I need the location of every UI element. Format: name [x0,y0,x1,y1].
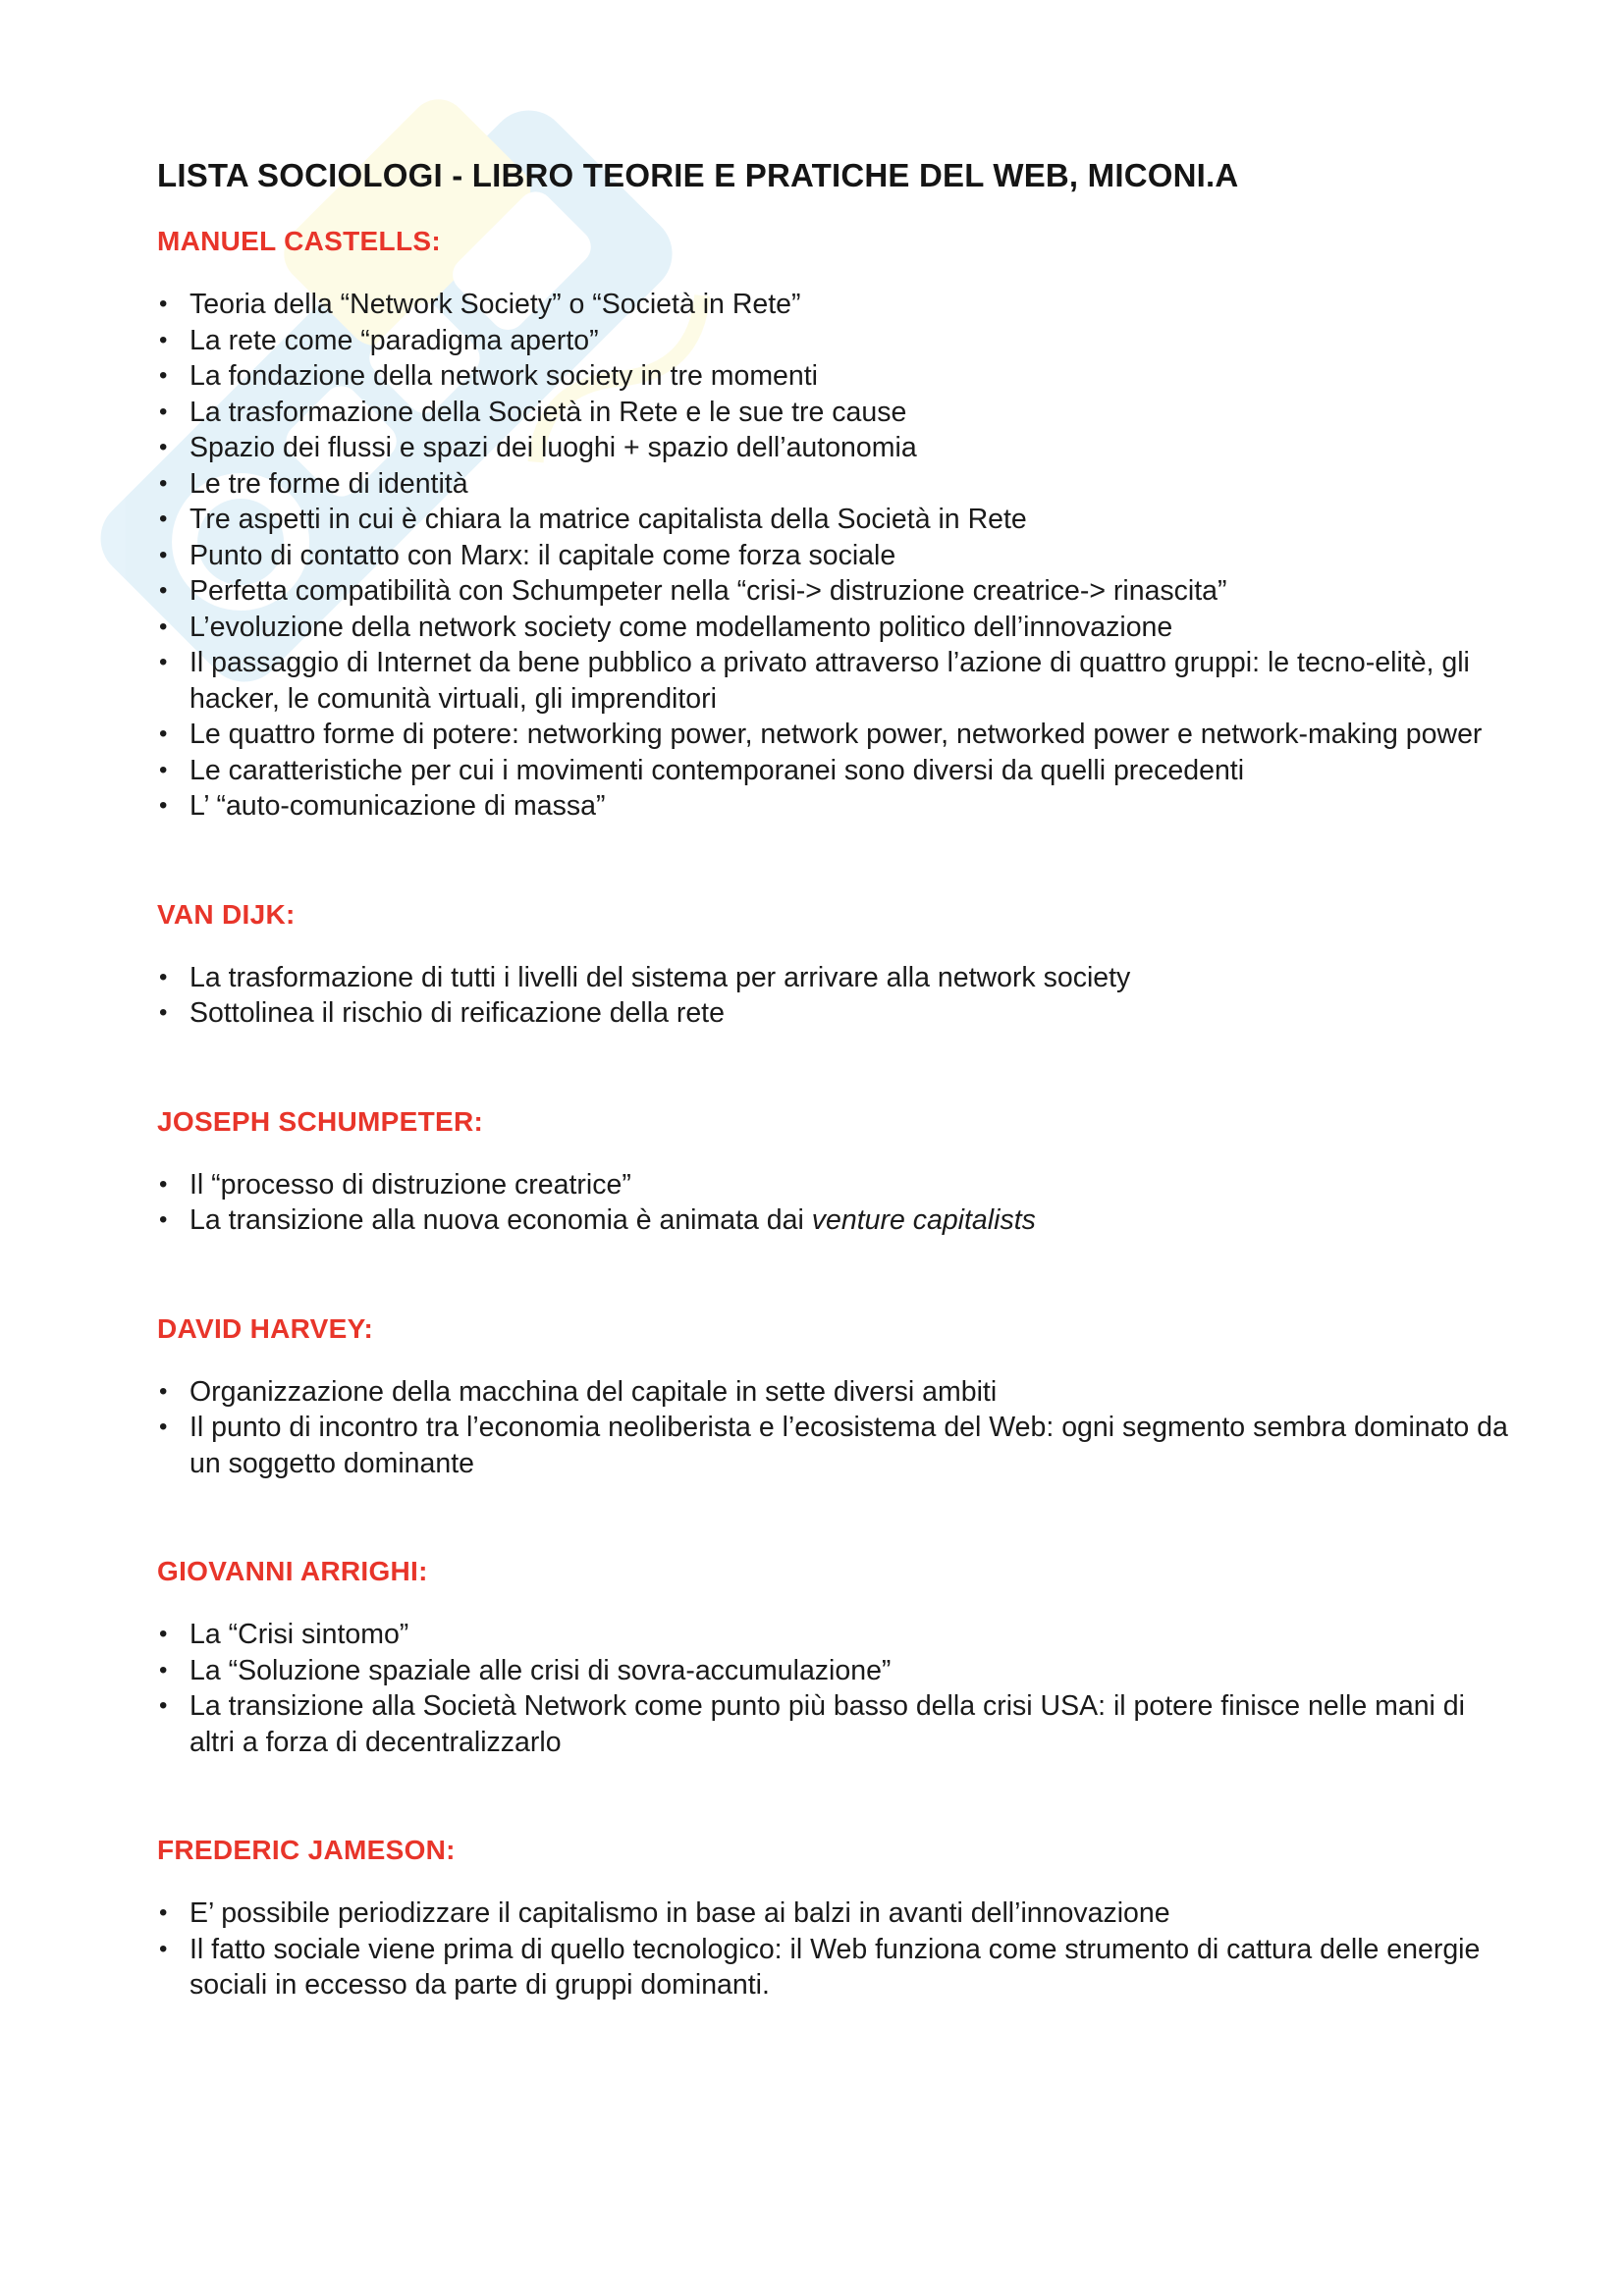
list-item: • L’ “auto-comunicazione di massa” [157,788,1512,825]
section-heading: MANUEL CASTELLS: [157,226,441,256]
section-heading: DAVID HARVEY: [157,1312,374,1344]
bullet-list [157,1167,1512,1239]
section-jameson [157,1835,1512,2003]
section-castells [157,226,1512,825]
list-item: • Teoria della “Network Society” o “Società in Rete” [157,287,1512,323]
list-item: • Il fatto sociale viene prima di quello tecnologico: il Web funziona come strumento di cattura delle energie sociali in eccesso da parte di gruppi dominanti. [157,1932,1512,2003]
document-content [157,157,1512,2078]
section-harvey [157,1313,1512,1482]
section-heading: VAN DIJK: [157,898,296,930]
list-item: • Tre aspetti in cui è chiara la matrice capitalista della Società in Rete [157,502,1512,538]
list-item: • E’ possibile periodizzare il capitalismo in base ai balzi in avanti dell’innovazione [157,1896,1512,1932]
bullet-list [157,1374,1512,1482]
list-item: • L’evoluzione della network society come modellamento politico dell’innovazione [157,610,1512,646]
section-arrighi [157,1556,1512,1760]
bullet-list [157,1896,1512,2003]
list-item: • La transizione alla Società Network come punto più basso della crisi USA: il potere finisce nelle mani di altri a forza di decentralizzarlo [157,1688,1512,1760]
list-item-text: La transizione alla nuova economia è animata dai [189,1204,812,1236]
list-item: • Organizzazione della macchina del capitale in sette diversi ambiti [157,1374,1512,1411]
list-item: • La rete come “paradigma aperto” [157,323,1512,359]
bullet-list [157,287,1512,825]
list-item: • Il punto di incontro tra l’economia neoliberista e l’ecosistema del Web: ogni segmento sembra dominato da un soggetto dominante [157,1410,1512,1481]
list-item: • La fondazione della network society in tre momenti [157,358,1512,395]
list-item: • Le caratteristiche per cui i movimenti contemporanei sono diversi da quelli precedenti [157,753,1512,789]
section-schumpeter [157,1106,1512,1239]
bullet-list [157,960,1512,1032]
bullet-list [157,1617,1512,1760]
section-heading: JOSEPH SCHUMPETER: [157,1105,484,1137]
section-heading: GIOVANNI ARRIGHI: [157,1556,428,1586]
section-van-dijk [157,899,1512,1032]
list-item: • La “Crisi sintomo” [157,1617,1512,1653]
list-item-italic-text: venture capitalists [811,1204,1036,1236]
list-item: • Il “processo di distruzione creatrice” [157,1167,1512,1203]
list-item: • La “Soluzione spaziale alle crisi di sovra-accumulazione” [157,1653,1512,1689]
list-item: • La trasformazione della Società in Rete e le sue tre cause [157,395,1512,431]
section-heading: FREDERIC JAMESON: [157,1835,456,1865]
list-item: • Il passaggio di Internet da bene pubblico a privato attraverso l’azione di quattro gruppi: le tecno-elitè, gli hacker, le comunità virtuali, gli imprenditori [157,645,1512,717]
list-item: • Sottolinea il rischio di reificazione della rete [157,995,1512,1032]
list-item: • Le tre forme di identità [157,466,1512,503]
page-title: LISTA SOCIOLOGI - LIBRO TEORIE E PRATICHE DEL WEB, MICONI.A [157,157,1239,193]
list-item: • Perfetta compatibilità con Schumpeter nella “crisi-> distruzione creatrice-> rinascita” [157,573,1512,610]
list-item [157,1202,1512,1239]
list-item: • La trasformazione di tutti i livelli del sistema per arrivare alla network society [157,960,1512,996]
list-item: • Punto di contatto con Marx: il capitale come forza sociale [157,538,1512,574]
list-item: • Spazio dei flussi e spazi dei luoghi + spazio dell’autonomia [157,430,1512,466]
list-item: • Le quattro forme di potere: networking power, network power, networked power e network-making power [157,717,1512,753]
